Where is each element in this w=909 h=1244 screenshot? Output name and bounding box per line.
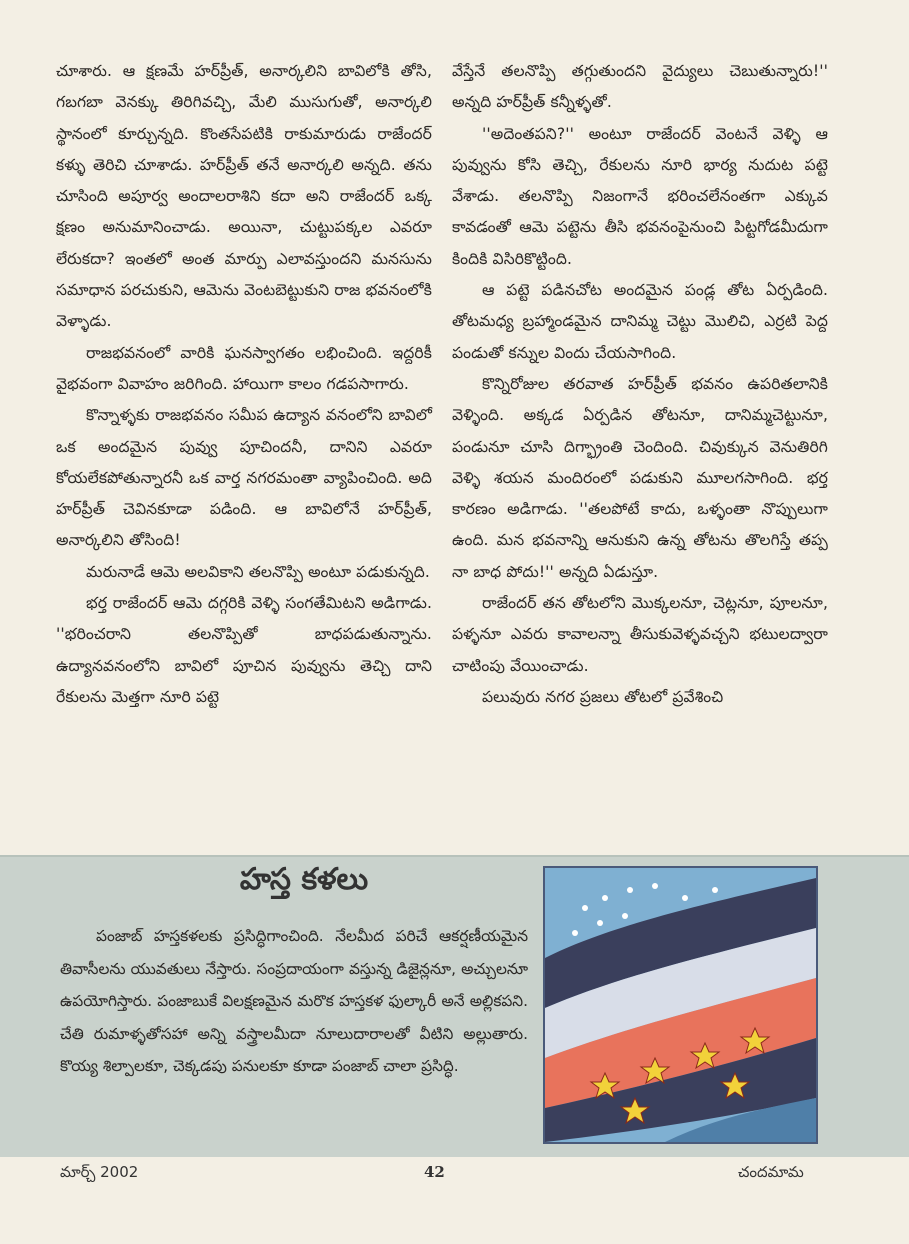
sidebar-text [60,920,528,1083]
embroidered-fabric-illustration [543,866,818,1144]
story-paragraph: మరునాడే ఆమె అలవికాని తలనొప్పి అంటూ పడుకున్నది. [86,562,430,581]
story-paragraph: రాజేందర్ తన తోటలోని మొక్కలనూ, చెట్లనూ, పూలనూ, పళ్ళనూ ఎవరు కావాలన్నా తీసుకువెళ్ళవచ్చని భటులద్వారా చాటింపు వేయించాడు. [452,594,828,675]
footer-date: మార్చ్ 2002 [60,1163,139,1181]
fabric-drawing [545,868,816,1142]
sidebar-title: హస్త కళలు [239,862,369,897]
story-paragraph: ''అదెంతపని?'' అంటూ రాజేందర్ వెంటనే వెళ్ళి ఆ పువ్వును కోసి తెచ్చి, రేకులను నూరి భార్య నుదుట పట్టె వేశాడు. తలనొప్పి నిజంగానే భరించలేనంతగా ఎక్కువ కావడంతో ఆమె పట్టెను తీసి భవనంపైనుంచి పిట్టగోడమీదుగా కిందికి విసిరికొట్టింది. [452,124,828,268]
story-right-column [452,56,828,713]
story-paragraph: పలువురు నగర ప్రజలు తోటలో ప్రవేశించి [482,687,724,706]
story-left-column [56,56,432,713]
story-paragraph: కొన్నిరోజుల తరవాత హర్‌ప్రీత్ భవనం ఉపరితలానికి వెళ్ళింది. అక్కడ ఏర్పడిన తోటనూ, దానిమ్మచెట్టునూ, పండునూ చూసి దిగ్భ్రాంతి చెందింది. చివుక్కున వెనుతిరిగి వెళ్ళి శయన మందిరంలో పడుకుని మూలగసాగింది. భర్త కారణం అడిగాడు. ''తలపోటే కాదు, ఒళ్ళంతా నొప్పులుగా ఉంది. మన భవనాన్ని ఆనుకుని ఉన్న తోటను తొలగిస్తే తప్ప నా బాధ పోదు!'' అన్నది ఏడుస్తూ. [452,374,828,581]
story-paragraph: ఆ పట్టె పడినచోట అందమైన పండ్ల తోట ఏర్పడింది. తోటమధ్య బ్రహ్మాండమైన దానిమ్మ చెట్టు మొలిచి, ఎర్రటి పెద్ద పండుతో కన్నుల విందు చేయసాగింది. [452,281,828,362]
story-paragraph: భర్త రాజేందర్ ఆమె దగ్గరికి వెళ్ళి సంగతేమిటని అడిగాడు. ''భరించరాని తలనొప్పితో బాధపడుతున్నాను. ఉద్యానవనంలోని బావిలో పూచిన పువ్వును తెచ్చి దాని రేకులను మెత్తగా నూరి పట్టె [56,594,432,706]
story-paragraph: చూశారు. ఆ క్షణమే హర్‌ప్రీత్, అనార్కలిని బావిలోకి తోసి, గబగబా వెనక్కు తిరిగివచ్చి, మేలి ముసుగుతో, అనార్కలి స్థానంలో కూర్చున్నది. కొంతసేపటికి రాకుమారుడు రాజేందర్ కళ్ళు తెరిచి చూశాడు. హర్‌ప్రీత్ తనే అనార్కలి అన్నది. తను చూసింది అపూర్వ అందాలరాశిని కదా అని రాజేందర్ ఒక్క క్షణం అనుమానించాడు. అయినా, చుట్టుపక్కల ఎవరూ లేరుకదా? ఇంతలో అంత మార్పు ఎలావస్తుందని మనసును సమాధాన పరచుకుని, ఆమెను వెంటబెట్టుకుని రాజ భవనంలోకి వెళ్ళాడు. [56,62,432,331]
story-paragraph: వేస్తేనే తలనొప్పి తగ్గుతుందని వైద్యులు చెబుతున్నారు!'' అన్నది హర్‌ప్రీత్ కన్నీళ్ళతో. [452,62,828,112]
story-paragraph: కొన్నాళ్ళకు రాజభవనం సమీప ఉద్యాన వనంలోని బావిలో ఒక అందమైన పువ్వు పూచిందనీ, దానిని ఎవరూ కోయలేకపోతున్నారనీ ఒక వార్త నగరమంతా వ్యాపించింది. అది హర్‌ప్రీత్ చెవినకూడా పడింది. ఆ బావిలోనే హర్‌ప్రీత్, అనార్కలిని తోసింది! [56,406,432,550]
sidebar-paragraph: పంజాబ్ హస్తకళలకు ప్రసిద్ధిగాంచింది. నేలమీద పరిచే ఆకర్షణీయమైన తివాసీలను యువతులు నేస్తారు. సంప్రదాయంగా వస్తున్న డిజైన్లనూ, అచ్చులనూ ఉపయోగిస్తారు. పంజాబుకే విలక్షణమైన మరొక హస్తకళ ఫుల్కారీ అనే అల్లికపని. చేతి రుమాళ్ళతోసహా అన్ని వస్త్రాలమీదా నూలుదారాలతో వీటిని అల్లుతారు. కొయ్య శిల్పాలకూ, చెక్కడపు పనులకూ కూడా పంజాబ్ చాలా ప్రసిద్ధి. [60,927,528,1076]
page-number: 42 [424,1163,445,1181]
magazine-name: చందమామ [738,1163,804,1181]
story-paragraph: రాజభవనంలో వారికి ఘనస్వాగతం లభించింది. ఇద్దరికీ వైభవంగా వివాహం జరిగింది. హాయిగా కాలం గడపసాగారు. [56,343,432,393]
